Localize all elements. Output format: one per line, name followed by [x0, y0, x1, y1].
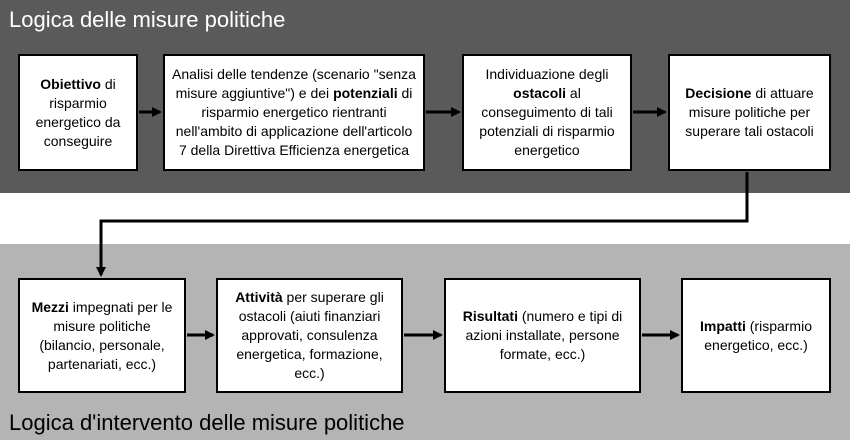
trend-analysis-box: [163, 54, 425, 171]
decision-keyword: Decisione: [685, 85, 752, 101]
impacts-keyword: Impatti: [699, 317, 746, 334]
arrow-decision-to-means: [101, 172, 747, 275]
intervention-logic-title: Logica d'intervento delle misure politiche: [9, 410, 405, 435]
objective-box: [18, 54, 138, 171]
obstacles-keyword: ostacoli: [513, 85, 567, 101]
obstacles-text-end: al conseguimento di tali potenziali di risparmio energetico: [479, 85, 615, 158]
results-text: (numero e tipi di azioni installate, persone formate, ecc.): [465, 308, 623, 362]
potentials-keyword: potenziali: [333, 85, 398, 101]
activities-text: per superare gli ostacoli (aiuti finanziari approvati, consulenza energetica, formazione, ecc.): [236, 289, 384, 381]
results-box: [444, 278, 641, 393]
impacts-text: (risparmio energetico, ecc.): [704, 317, 812, 353]
policy-logic-title: Logica delle misure politiche: [9, 7, 286, 32]
obstacles-box: [462, 54, 632, 171]
activities-keyword: Attività: [235, 289, 283, 305]
means-keyword: Mezzi: [31, 298, 69, 315]
means-box: [18, 278, 186, 393]
trend-analysis-text-start: Analisi delle tendenze (scenario "senza misure aggiuntive") e dei: [172, 66, 416, 101]
objective-text: di risparmio energetico da conseguire: [35, 75, 121, 149]
obstacles-text-start: Individuazione degli: [485, 66, 609, 82]
objective-keyword: Obiettivo: [40, 75, 101, 92]
decision-text: di attuare misure politiche per superare tali ostacoli: [685, 85, 814, 139]
results-keyword: Risultati: [462, 308, 518, 324]
decision-box: [668, 54, 831, 171]
impacts-box: [681, 278, 831, 393]
trend-analysis-text-end: di risparmio energetico rientranti nell'ambito di applicazione dell'articolo 7 della Direttiva Efficienza energetica: [175, 85, 413, 158]
activities-box: [216, 278, 403, 393]
means-text: impegnati per le misure politiche (bilancio, personale, partenariati, ecc.): [39, 298, 173, 372]
